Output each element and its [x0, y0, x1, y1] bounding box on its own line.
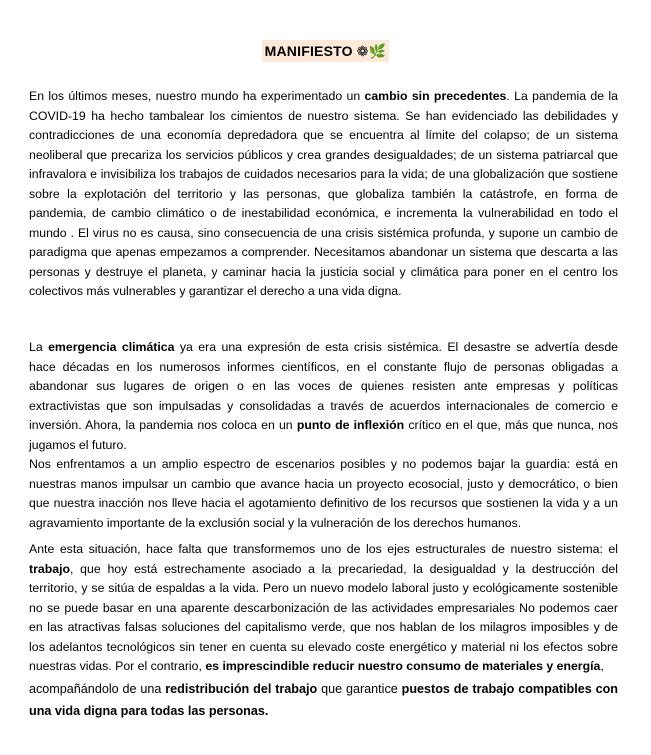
emphasis-emergencia: emergencia climática: [48, 340, 175, 354]
emphasis-reducir: es imprescindible reducir nuestro consumo de materiales y energía: [205, 659, 601, 673]
emphasis-redistribucion: redistribución del trabajo: [165, 681, 318, 696]
emphasis-cambio: cambio sin precedentes: [364, 89, 507, 103]
emphasis-puestos: puestos de trabajo compatibles con una vida digna para todas las personas.: [29, 681, 618, 718]
title-text: MANIFIESTO: [264, 43, 353, 59]
paragraph-intro: En los últimos meses, nuestro mundo ha experimentado un cambio sin precedentes. La pandemia de la COVID-19 ha hecho tambalear los cimientos de nuestro sistema. Se han evidenciado las debilidades y contradicciones de una economía depredadora que se encuentra al límite del colapso; de un sistema neoliberal que precariza los servicios públicos y crea grandes desigualdades; de un sistema patriarcal que infravalora e invisibiliza los trabajos de cuidados necesarios para la vida; de una globalización que sostiene sobre la explotación del territorio y las personas, que globaliza también la catástrofe, en forma de pandemia, de cambio climático o de inestabilidad económica, e incrementa la vulnerabilidad en todo el mundo . El virus no es causa, sino consecuencia de una crisis sistémica profunda, y supone un cambio de paradigma que apenas empezamos a comprender. Necesitamos abandonar un sistema que descarta a las personas y destruye el planeta, y caminar hacia la justicia social y climática para poner en el centro los colectivos más vulnerables y garantizar el derecho a una vida digna.: [29, 89, 618, 298]
emphasis-trabajo: trabajo: [29, 561, 70, 576]
emphasis-punto: punto de inflexión: [296, 418, 405, 432]
title-block: [0, 40, 651, 62]
paragraph-emergencia: La emergencia climática ya era una expresión de esta crisis sistémica. El desastre se advertía desde hace décadas en los numerosos informes científicos, en el constante flujo de personas obligadas a abandonar sus lugares de origen o en las voces de quienes resisten ante empresas y políticas extractivistas que son impulsadas y consolidadas a través de acuerdos internacionales de comercio e inversión. Ahora, la pandemia nos coloca en un punto de inflexión crítico en el que, más que nunca, nos jugamos el futuro. Nos enfrentamos a un amplio espectro de escenarios posibles y no podemos bajar la guardia: está en nuestras manos impulsar un cambio que avance hacia un proyecto ecosocial, justo y democrático, o bien que nuestra inacción nos lleve hacia el agotamiento definitivo de los recursos que sostienen la vida y a un agravamiento importante de la exclusión social y la vulneración de los derechos humanos.: [29, 340, 618, 530]
closing-line: acompañándolo de una redistribución del trabajo que garantice puestos de trabajo compatibles con una vida digna para todas las personas.: [29, 681, 618, 718]
flower-leaf-icon: ❁🌿: [356, 43, 387, 59]
paragraph-trabajo: Ante esta situación, hace falta que transformemos uno de los ejes estructurales de nuestro sistema: el trabajo, que hoy está estrechamente asociado a la precariedad, la desigualdad y la destrucción del territorio, y se sitúa de espaldas a la vida. Pero un nuevo modelo laboral justo y ecológicamente sostenible no se puede basar en una aparente descarbonización de las actividades empresariales No podemos caer en las atractivas falsas soluciones del capitalismo verde, que nos hablan de los milagros imposibles y de los adelantos tecnológicos sin tener en cuenta su elevado coste energético y material ni los efectos sobre nuestras vidas. Por el contrario, es imprescindible reducir nuestro consumo de materiales y energía, acompañándolo de una redistribución del trabajo que garantice puestos de trabajo compatibles con una vida digna para todas las personas.: [29, 540, 618, 722]
manifesto-title: [262, 40, 390, 62]
